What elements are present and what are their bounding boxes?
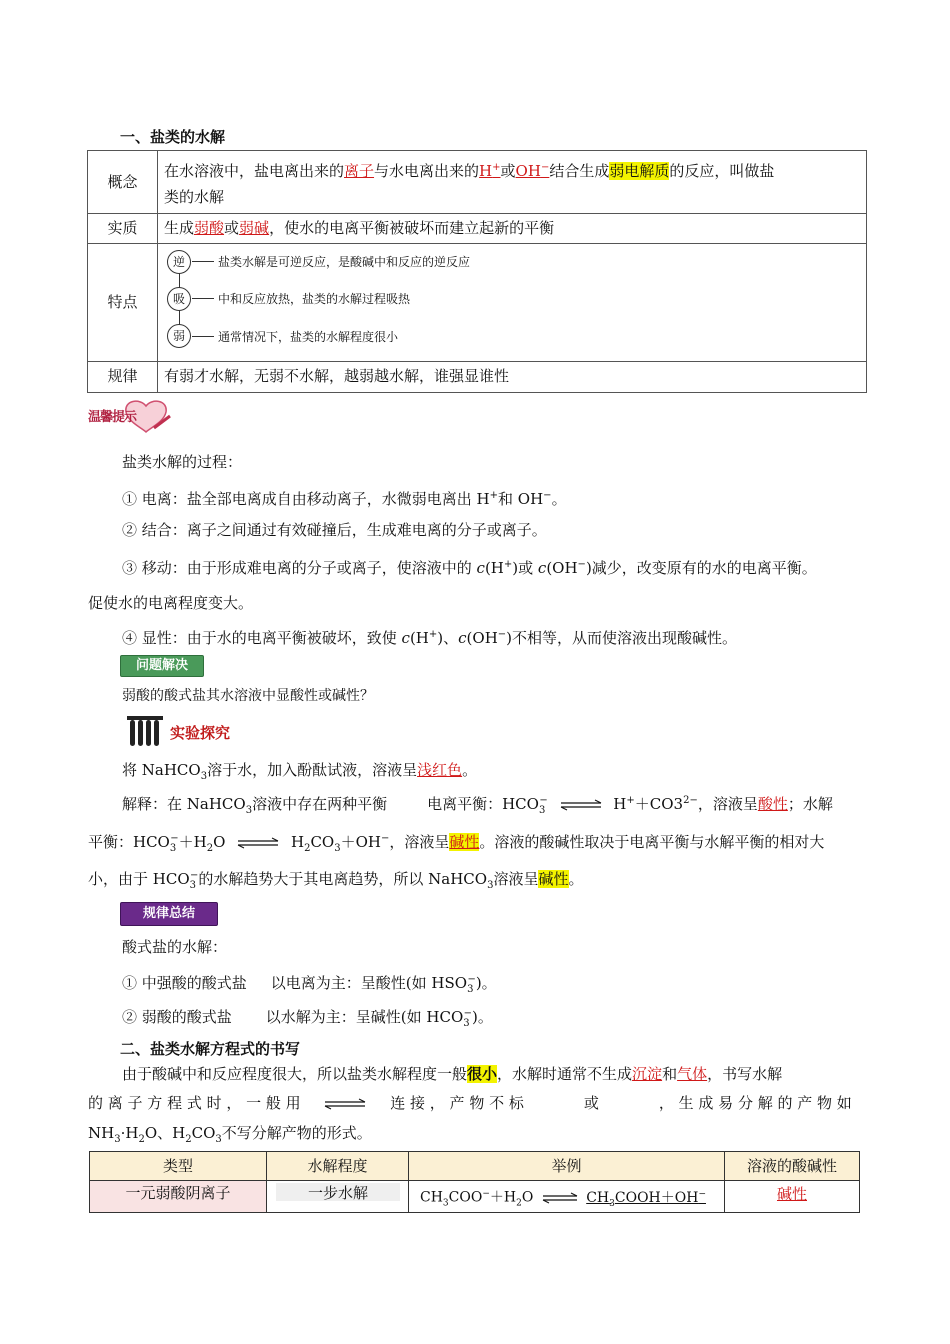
essence-text: 生成弱酸或弱碱，使水的电离平衡被破坏而建立起新的平衡 xyxy=(164,219,555,237)
problem-question: 弱酸的酸式盐其水溶液中显酸性或碱性？ xyxy=(122,688,374,704)
header-type: 类型 xyxy=(162,1157,193,1175)
summary-item1: ① 中强酸的酸式盐 以电离为主：呈酸性(如 $HSO_3^-$)。 xyxy=(122,974,497,995)
section2-p1: 由于酸碱中和反应程度很大，所以盐类水解程度一般很小，水解时通常不生成沉淀和气体，书写水解 xyxy=(122,1065,783,1083)
equilibrium-arrow-icon xyxy=(236,837,280,849)
test-tubes-icon xyxy=(126,714,166,748)
experiment-line1: 将 NaHCO$_3$溶于水，加入酚酞试液，溶液呈浅红色。 xyxy=(122,761,478,782)
tip-step1: ① 电离：盐全部电离成自由移动离子，水微弱电离出 H+和 OH−。 xyxy=(122,490,567,508)
rule-text: 有弱才水解，无弱不水解，越弱越水解，谁强显谁性 xyxy=(164,367,510,385)
tip-step3: ③ 移动：由于形成难电离的分子或离子，使溶液中的 c(H+)或 c(OH−)减少，改变原有的水的电离平衡。 xyxy=(122,559,817,577)
header-degree: 水解程度 xyxy=(307,1157,368,1175)
experiment-explain3: 小，由于 $HCO_3^-$的水解趋势大于其电离趋势，所以 NaHCO$_3$溶液呈碱性。 xyxy=(88,870,584,891)
tip-step2: ② 结合：离子之间通过有效碰撞后，生成难电离的分子或离子。 xyxy=(122,521,547,539)
feature-mark-3: 弱 xyxy=(167,324,191,348)
tip-step3-cont: 促使水的电离程度变大。 xyxy=(88,594,254,612)
concept-label: 概念 xyxy=(107,173,138,191)
feature-mark-1: 逆 xyxy=(167,250,191,274)
section2-p2: 的 离 子 方 程 式 时 ， 一 般 用 连 接 ， 产 物 不 标 或 ， 生 成 易 分 解 的 产 物 如 xyxy=(88,1094,852,1112)
row-type: 一元弱酸阴离子 xyxy=(90,1181,266,1212)
section1-title: 一、盐类的水解 xyxy=(120,128,226,146)
feature-mark-2: 吸 xyxy=(167,287,191,311)
section2-p3: $NH_3\cdot H_2O$、$H_2CO_3$不写分解产物的形式。 xyxy=(88,1124,372,1145)
problem-badge: 问题解决 xyxy=(120,655,204,677)
header-example: 举例 xyxy=(551,1157,582,1175)
feature-text-3: 通常情况下，盐类的水解程度很小 xyxy=(218,330,399,344)
tip-step4: ④ 显性：由于水的电离平衡被破坏，致使 c(H+)、c(OH−)不相等，从而使溶液出现酸碱性。 xyxy=(122,629,738,647)
experiment-explain1: 解释：在 NaHCO$_3$溶液中存在两种平衡 电离平衡：$HCO_3^-$ $H^++CO3^{2-}$，溶液呈酸性；水解 xyxy=(122,795,833,816)
experiment-badge: 实验探究 xyxy=(126,714,246,748)
summary-item2: ② 弱酸的酸式盐 以水解为主：呈碱性(如 $HCO_3^-$)。 xyxy=(122,1008,493,1029)
features-label: 特点 xyxy=(107,293,138,311)
row-degree: 一步水解 xyxy=(276,1183,400,1201)
row-example: $CH_3COO^-+H_2O$ $CH_3COOH+OH^-$ xyxy=(420,1189,706,1209)
section2-title: 二、盐类水解方程式的书写 xyxy=(120,1040,301,1058)
hydrolysis-table xyxy=(89,1151,860,1213)
header-acidity: 溶液的酸碱性 xyxy=(746,1157,837,1175)
feature-text-1: 盐类水解是可逆反应，是酸碱中和反应的逆反应 xyxy=(218,255,471,269)
equilibrium-arrow-icon xyxy=(323,1098,367,1110)
essence-label: 实质 xyxy=(107,219,138,237)
row-acidity: 碱性 xyxy=(776,1185,807,1203)
equilibrium-arrow-icon xyxy=(541,1192,579,1204)
feature-text-2: 中和反应放热，盐类的水解过程吸热 xyxy=(218,292,411,306)
summary-intro: 酸式盐的水解： xyxy=(122,938,228,956)
experiment-explain2: 平衡：$HCO_3^-+H_2O$ $H_2CO_3+OH^-$，溶液呈碱性。溶液的酸碱性取决于电离平衡与水解平衡的相对大 xyxy=(88,833,825,854)
concept-text: 在水溶液中，盐电离出来的离子与水电离出来的H+或OH−结合生成弱电解质的反应，叫做盐 类的水解 xyxy=(164,162,775,206)
equilibrium-arrow-icon xyxy=(559,799,603,811)
rule-label: 规律 xyxy=(107,367,138,385)
tip-badge: 温馨提示 xyxy=(88,398,172,434)
tip-intro: 盐类水解的过程： xyxy=(122,453,243,471)
summary-badge: 规律总结 xyxy=(120,902,218,926)
concept-table xyxy=(87,150,867,393)
